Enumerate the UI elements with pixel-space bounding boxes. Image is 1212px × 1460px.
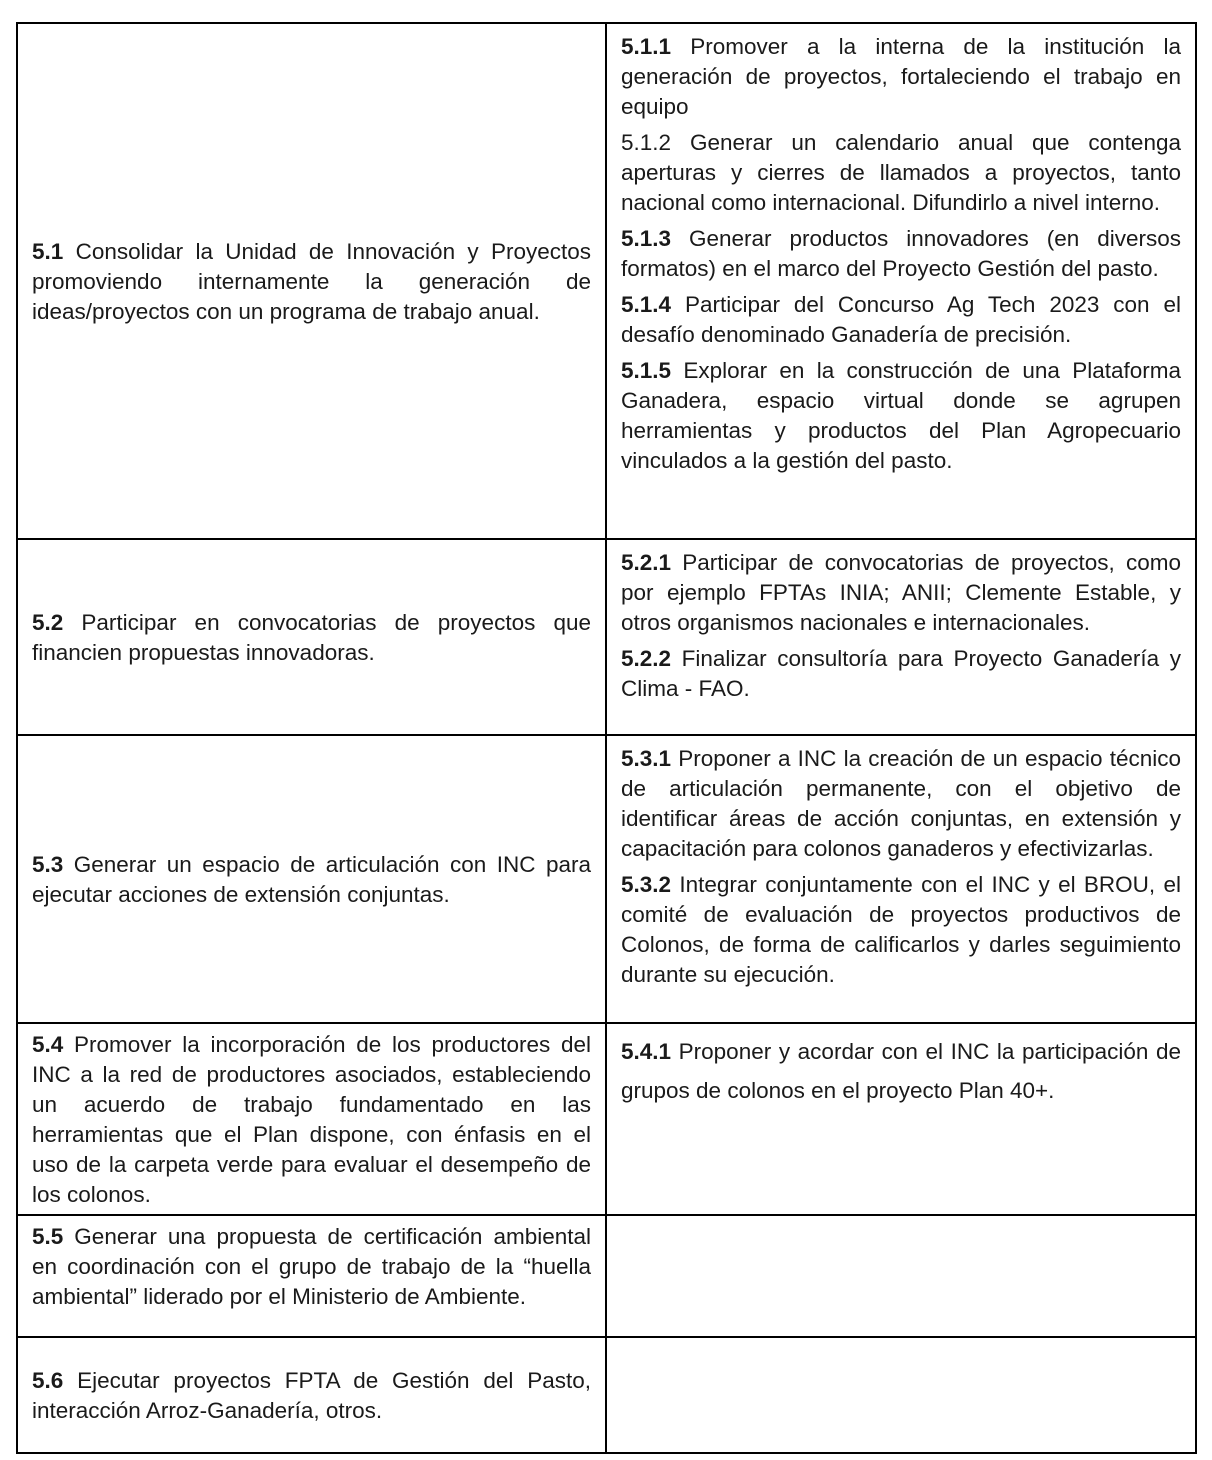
table-row: [17, 539, 1196, 735]
actions-cell: [606, 23, 1196, 539]
action-item: 5.1.2 Generar un calendario anual que contenga aperturas y cierres de llamados a proyectos, tanto nacional como internacional. Difundirlo a nivel interno.: [621, 130, 1181, 215]
actions-cell: [606, 735, 1196, 1023]
table-row: [17, 735, 1196, 1023]
action-item: 5.4.1 Proponer y acordar con el INC la participación de grupos de colonos en el proyecto Plan 40+.: [621, 1039, 1181, 1103]
goal-text: 5.6 Ejecutar proyectos FPTA de Gestión del Pasto, interacción Arroz-Ganadería, otros.: [32, 1368, 591, 1423]
action-item: 5.1.3 Generar productos innovadores (en diversos formatos) en el marco del Proyecto Gestión del pasto.: [621, 226, 1181, 281]
objectives-table: [16, 22, 1197, 1454]
goal-cell: [17, 539, 606, 735]
action-item: 5.1.1 Promover a la interna de la institución la generación de proyectos, fortaleciendo el trabajo en equipo: [621, 34, 1181, 119]
table-row: [17, 1215, 1196, 1337]
action-item: 5.1.5 Explorar en la construcción de una Plataforma Ganadera, espacio virtual donde se agrupen herramientas y productos del Plan Agropecuario vinculados a la gestión del pasto.: [621, 358, 1181, 473]
action-item: 5.2.2 Finalizar consultoría para Proyecto Ganadería y Clima - FAO.: [621, 646, 1181, 701]
goal-text: 5.5 Generar una propuesta de certificación ambiental en coordinación con el grupo de trabajo de la “huella ambiental” liderado por el Ministerio de Ambiente.: [32, 1224, 591, 1309]
actions-cell: [606, 1023, 1196, 1215]
table-row: [17, 1023, 1196, 1215]
action-item: 5.3.1 Proponer a INC la creación de un espacio técnico de articulación permanente, con el objetivo de identificar áreas de acción conjuntas, en extensión y capacitación para colonos ganaderos y efectivizarlas.: [621, 746, 1181, 861]
actions-cell-empty: [606, 1215, 1196, 1337]
table-row: [17, 1337, 1196, 1453]
goal-cell: [17, 735, 606, 1023]
goal-cell: [17, 23, 606, 539]
goal-text: 5.3 Generar un espacio de articulación con INC para ejecutar acciones de extensión conjuntas.: [32, 852, 591, 907]
goal-cell: [17, 1023, 606, 1215]
action-item: 5.1.4 Participar del Concurso Ag Tech 2023 con el desafío denominado Ganadería de precisión.: [621, 292, 1181, 347]
goal-text: 5.2 Participar en convocatorias de proyectos que financien propuestas innovadoras.: [32, 610, 591, 665]
action-item: 5.2.1 Participar de convocatorias de proyectos, como por ejemplo FPTAs INIA; ANII; Clemente Estable, y otros organismos nacionales e internacionales.: [621, 550, 1181, 635]
actions-cell: [606, 539, 1196, 735]
goal-text: 5.1 Consolidar la Unidad de Innovación y Proyectos promoviendo internamente la generación de ideas/proyectos con un programa de trabajo anual.: [32, 239, 591, 324]
goal-text: 5.4 Promover la incorporación de los productores del INC a la red de productores asociados, estableciendo un acuerdo de trabajo fundamentado en las herramientas que el Plan dispone, con énfasis en el uso de la carpeta verde para evaluar el desempeño de los colonos.: [32, 1032, 591, 1207]
table-row: [17, 23, 1196, 539]
goal-cell: [17, 1215, 606, 1337]
actions-cell-empty: [606, 1337, 1196, 1453]
action-item: 5.3.2 Integrar conjuntamente con el INC y el BROU, el comité de evaluación de proyectos productivos de Colonos, de forma de calificarlos y darles seguimiento durante su ejecución.: [621, 872, 1181, 987]
goal-cell: [17, 1337, 606, 1453]
